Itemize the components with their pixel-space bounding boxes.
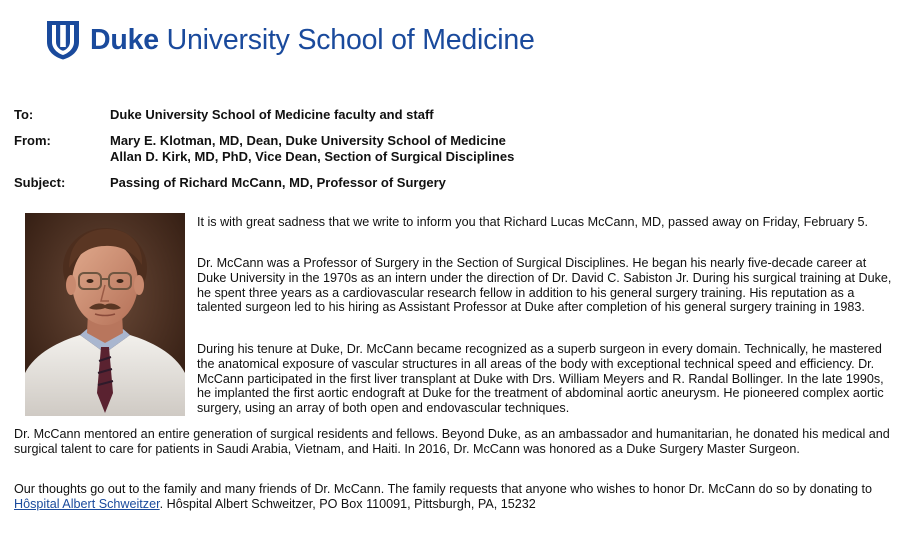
hospital-albert-schweitzer-link[interactable]: Hôspital Albert Schweitzer [14,496,160,511]
portrait-illustration [25,213,185,416]
portrait-photo [25,213,185,416]
subject-value: Passing of Richard McCann, MD, Professor of Surgery [110,175,446,190]
to-label: To: [14,107,34,122]
from-value-line1: Mary E. Klotman, MD, Dean, Duke University School of Medicine [110,133,506,148]
paragraph-tenure: During his tenure at Duke, Dr. McCann became recognized as a superb surgeon in every domain. Technically, he mastered the anatomical exposure of vascular structures in all areas of the body with exceptional technical speed and efficiency. Dr. McCann participated in the first liver transplant at Duke with Drs. William Meyers and R. Randal Bollinger. In the late 1990s, he implanted the first aortic endograft at Duke for the treatment of abdominal aortic aneurysm. He pioneered complex aortic surgery, using an array of both open and endovascular techniques. [197,342,884,416]
subject-label: Subject: [14,175,66,190]
logo-wordmark-rest: University School of Medicine [166,24,535,56]
duke-shield-icon [46,20,80,60]
paragraph-intro: It is with great sadness that we write to inform you that Richard Lucas McCann, MD, passed away on Friday, February 5. [197,215,869,229]
donation-text-before: Our thoughts go out to the family and many friends of Dr. McCann. The family requests that anyone who wishes to honor Dr. McCann do so by donating to [14,482,873,496]
donation-text-after: . Hôspital Albert Schweitzer, PO Box 110091, Pittsburgh, PA, 15232 [159,496,536,511]
to-value: Duke University School of Medicine faculty and staff [110,107,434,122]
logo-wordmark-bold: Duke [90,24,159,56]
from-label: From: [14,133,51,148]
paragraph-career: Dr. McCann was a Professor of Surgery in the Section of Surgical Disciplines. He began his nearly five-decade career at Duke University in the 1970s as an intern under the direction of Dr. David C. Sabiston Jr. During his surgical training at Duke, he spent three years as a cardiovascular research fellow in addition to his general surgery training. His reputation as a talented surgeon led to his hiring as Assistant Professor at Duke after completion of his general surgery training in 1983. [197,256,892,315]
paragraph-mentorship: Dr. McCann mentored an entire generation of surgical residents and fellows. Beyond Duke, as an ambassador and humanitarian, he donated his medical and surgical talent to care for patients in Saudi Arabia, Vietnam, and Haiti. In 2016, Dr. McCann was honored as a Duke Surgery Master Surgeon. [14,427,890,456]
duke-logo [46,20,535,60]
paragraph-donation [14,482,894,512]
logo-wordmark [90,23,535,57]
from-value-line2: Allan D. Kirk, MD, PhD, Vice Dean, Section of Surgical Disciplines [110,149,515,164]
